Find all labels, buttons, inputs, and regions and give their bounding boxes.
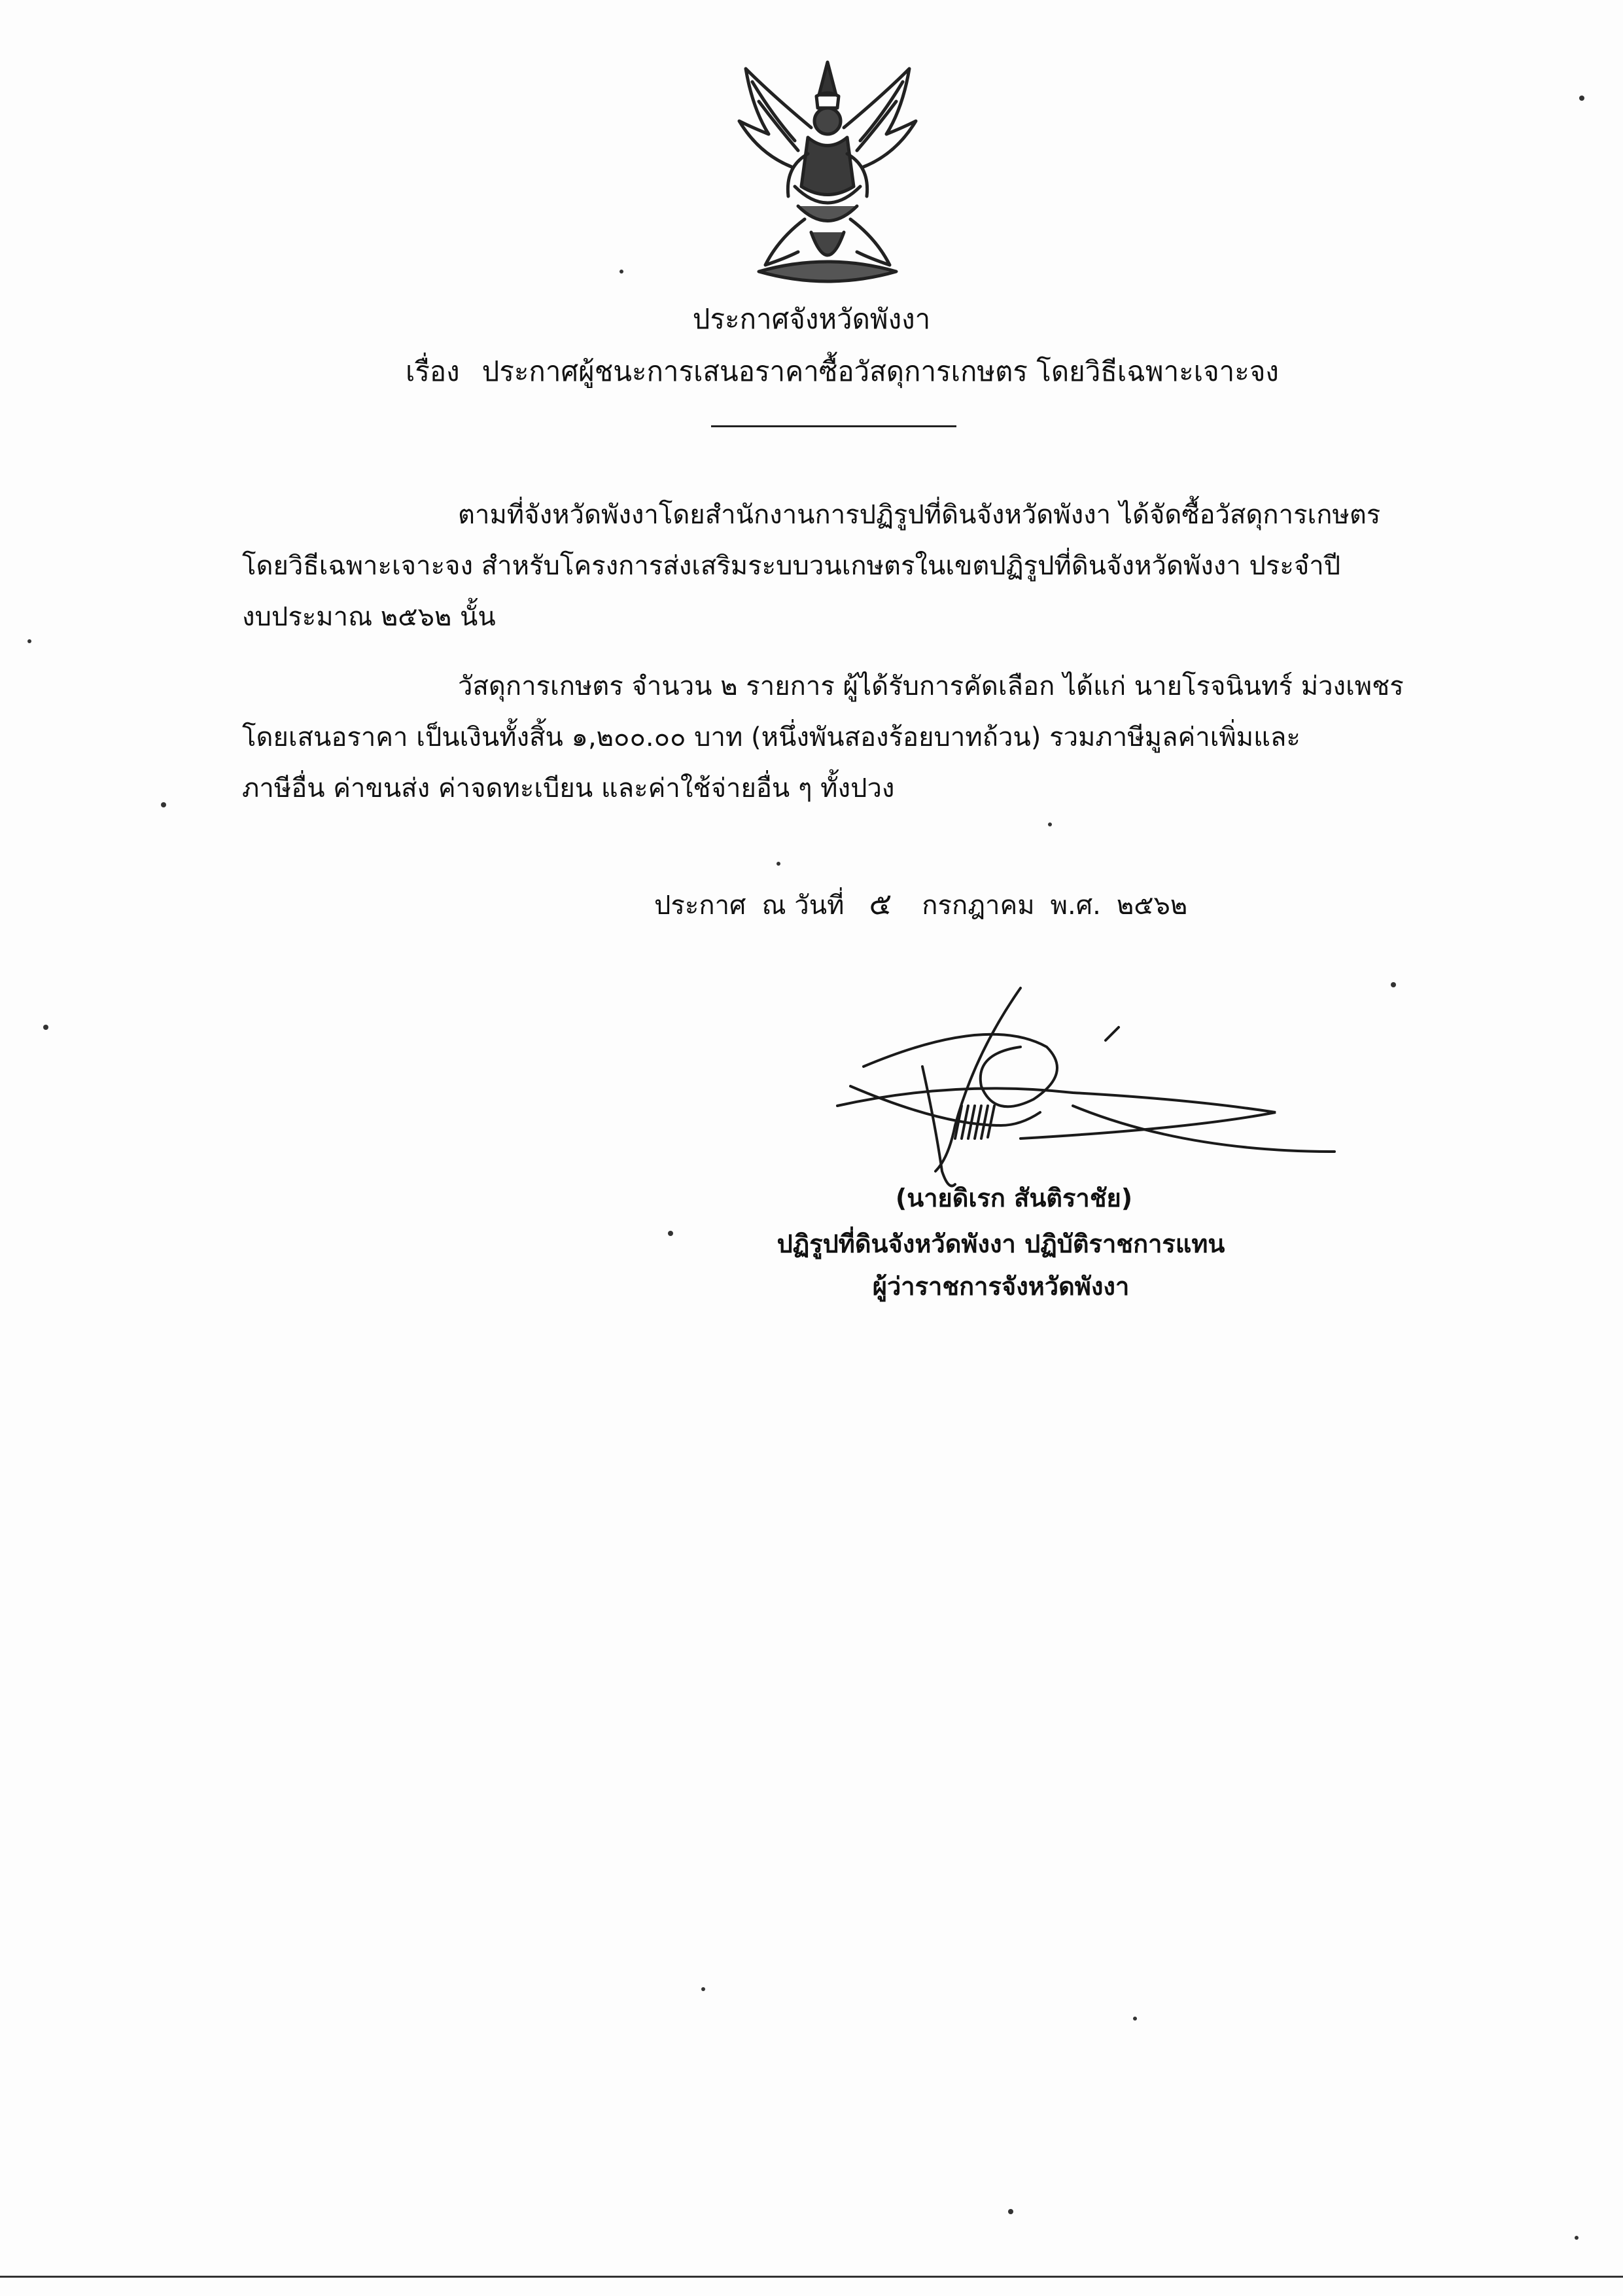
paragraph-1-line: โดยวิธีเฉพาะเจาะจง สำหรับโครงการส่งเสริมระบบวนเกษตรในเขตปฏิรูปที่ดินจังหวัดพังงา ประจำปี bbox=[242, 551, 1341, 581]
announcement-heading: ประกาศจังหวัดพังงา bbox=[692, 303, 931, 335]
date-month: กรกฎาคม bbox=[922, 891, 1035, 921]
announcement-date bbox=[654, 880, 1203, 928]
signer-name: (นายดิเรก สันติราชัย) bbox=[895, 1184, 1133, 1212]
paragraph-2-line: โดยเสนอราคา เป็นเงินทั้งสิ้น ๑,๒๐๐.๐๐ บาท (หนึ่งพันสองร้อยบาทถ้วน) รวมภาษีมูลค่าเพิ่มและ bbox=[242, 722, 1300, 752]
subject-label: เรื่อง bbox=[406, 355, 460, 387]
page-bottom-edge bbox=[0, 2276, 1623, 2278]
date-on: ณ วันที่ bbox=[761, 891, 845, 921]
subject-text: ประกาศผู้ชนะการเสนอราคาซื้อวัสดุการเกษตร โดยวิธีเฉพาะเจาะจง bbox=[481, 355, 1279, 387]
date-era: พ.ศ. bbox=[1050, 891, 1101, 921]
paragraph-1-line: ตามที่จังหวัดพังงาโดยสำนักงานการปฏิรูปที่ดินจังหวัดพังงา ได้จัดซื้อวัสดุการเกษตร bbox=[458, 500, 1381, 530]
heading-divider bbox=[711, 425, 956, 427]
garuda-emblem bbox=[733, 56, 922, 298]
signer-acting-for: ผู้ว่าราชการจังหวัดพังงา bbox=[872, 1272, 1130, 1301]
date-prefix: ประกาศ bbox=[654, 891, 746, 921]
paragraph-1 bbox=[242, 489, 1420, 643]
paragraph-2-line: ภาษีอื่น ค่าขนส่ง ค่าจดทะเบียน และค่าใช้จ่ายอื่น ๆ ทั้งปวง bbox=[242, 773, 895, 804]
subject-line bbox=[406, 350, 1279, 393]
date-year: ๒๕๖๒ bbox=[1116, 891, 1188, 921]
signer-position: ปฏิรูปที่ดินจังหวัดพังงา ปฏิบัติราชการแทน bbox=[777, 1229, 1225, 1258]
paragraph-2-line: วัสดุการเกษตร จำนวน ๒ รายการ ผู้ได้รับการคัดเลือก ได้แก่ นายโรจนินทร์ ม่วงเพชร bbox=[458, 671, 1404, 701]
date-day: ๕ bbox=[869, 886, 892, 921]
paragraph-1-line: งบประมาณ ๒๕๖๒ นั้น bbox=[242, 602, 496, 632]
paragraph-2 bbox=[242, 661, 1420, 814]
handwritten-signature bbox=[824, 975, 1348, 1197]
